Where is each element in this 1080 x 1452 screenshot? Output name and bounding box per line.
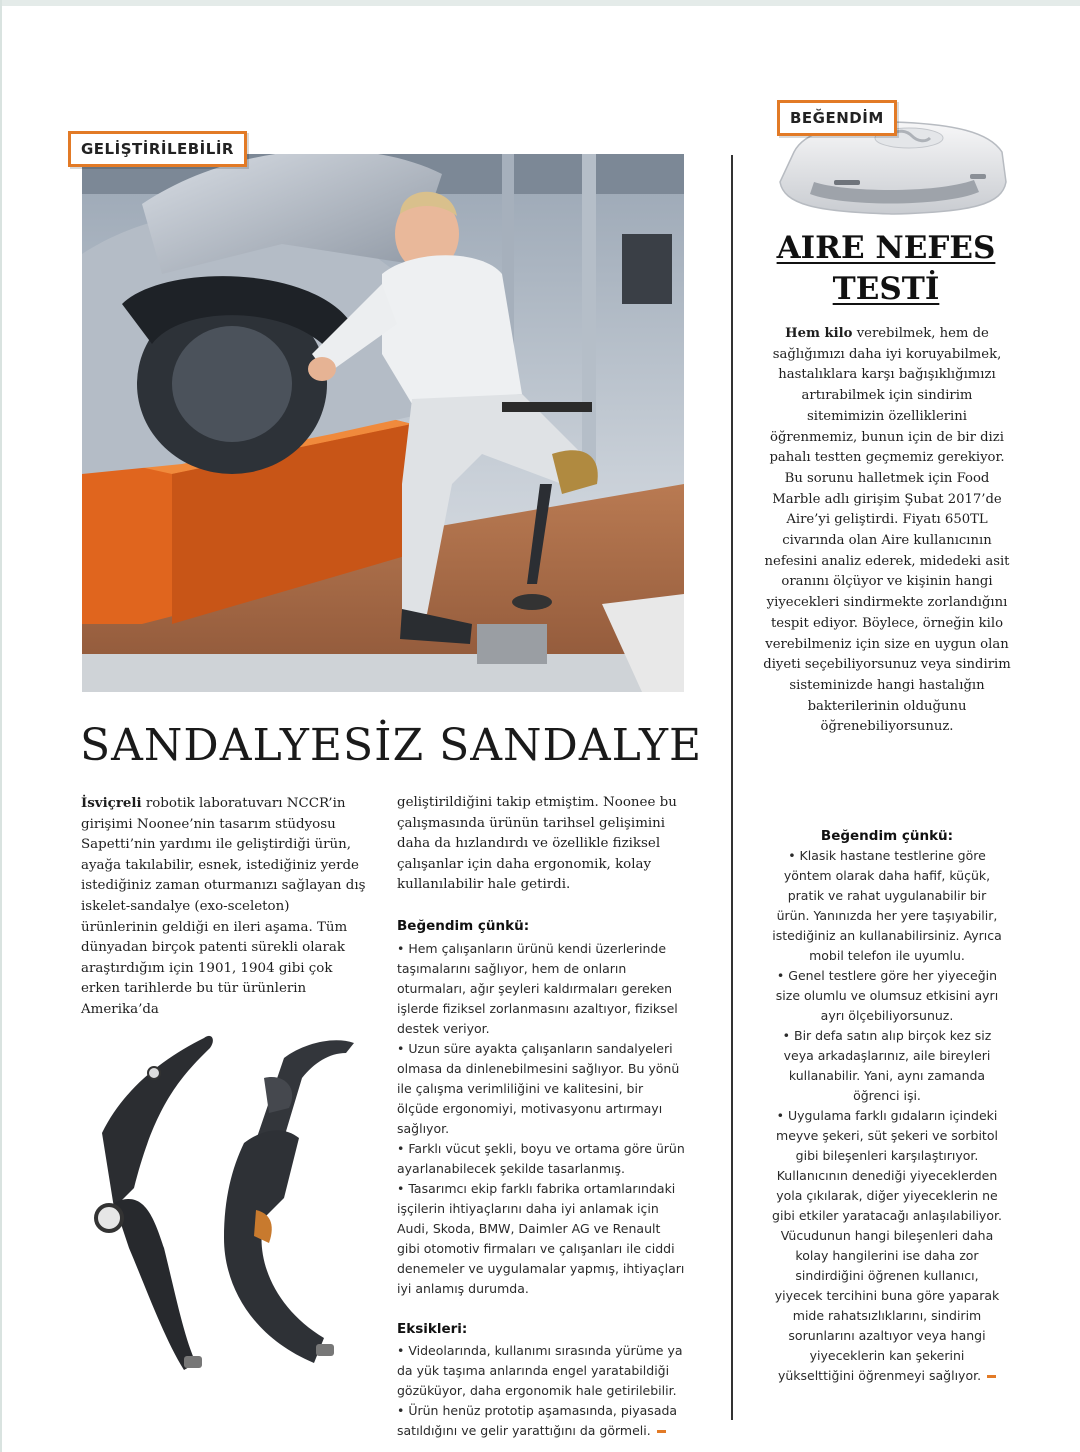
cons-heading: Eksikleri: bbox=[397, 1320, 468, 1337]
cons-item: • Videolarında, kullanımı sırasında yürüme ya da yük taşıma anlarında engel yaratabildiği gözüküyor, daha ergonomik hale getirilebilir. bbox=[397, 1343, 683, 1399]
cons-list bbox=[397, 1341, 687, 1441]
pros-item: • Farklı vücut şekli, boyu ve ortama göre ürün ayarlanabilecek şekilde tasarlanmış. bbox=[397, 1140, 685, 1176]
pros-item: • Uzun süre ayakta çalışanların sandalyeleri olmasa da dinlenebilmesini sağlıyor. Bu yönü ile çalışma verimliliğini ve kalitesini, bir ölçüde ergonomiyi, motivasyonu artırmayı sağlıyor. bbox=[397, 1040, 680, 1136]
why-list bbox=[770, 846, 1004, 1386]
review-text: verebilmek, hem de sağlığımızı daha iyi koruyabilmek, hastalıklara karşı bağışıklığımızı artırabilmek için sindirim sitemimizin özelliklerini öğrenmemiz, bunun için de bir dizi pahalı testten geçmemiz gerekiyor. Bu sorunu halletmek için Food Marble adlı girişim Şubat 2017’de Aire’yi geliştirdi. Fiyatı 650TL civarında olan Aire kullanıcının nefesini analiz ederek, midedeki asit oranını ölçüyor ve kişinin hangi yiyecekleri sindirmekte zorlandığını tespit ediyor. Böylece, örneğin kilo verebilmeniz için size en uygun olan diyeti seçebiliyorsunuz veya sindirim sisteminizde hangi hastalığın bakterilerinin olduğunu öğrenebiliyorsunuz. bbox=[763, 326, 1011, 735]
review-why-section bbox=[770, 828, 1004, 1386]
article-headline: SANDALYESİZ SANDALYE bbox=[80, 720, 703, 771]
article-tag-badge: GELİŞTİRİLEBİLİR bbox=[68, 131, 247, 167]
article-column-2 bbox=[397, 793, 687, 1441]
review-bold-lead: Hem kilo bbox=[785, 326, 853, 341]
article-intro bbox=[81, 793, 369, 1021]
why-item: • Uygulama farklı gıdaların içindeki meyve şekeri, süt şekeri ve sorbitol gibi bileşenleri karşılaştırıyor. Kullanıcının denediği yiyeceklerden yola çıkılarak, diğer yiyeceklerin ne gibi etkiler yaratacağı anlaşılabiliyor. Vücudunun hangi bileşenleri daha kolay hangilerini ise daha zor sindirdiğini öğrenen kullanıcı, yiyecek tercihini buna göre yaparak mide rahatsızlıklarını, sindirim sorunlarını azaltıyor veya hangi yiyeceklerin kan şekerini yükselttiğini öğrenmeyi sağlıyor. bbox=[772, 1108, 1002, 1383]
factory-worker-photo bbox=[82, 154, 684, 692]
left-border bbox=[0, 0, 2, 1452]
why-item: • Bir defa satın alıp birçok kez siz veya arkadaşlarınız, aile bireyleri kullanabilir. Yani, aynı zamanda öğrenci işi. bbox=[782, 1028, 992, 1103]
review-body bbox=[762, 324, 1012, 738]
orange-dash-icon bbox=[657, 1430, 666, 1433]
article-continued-text: geliştirildiğini takip etmiştim. Noonee bu çalışmasında ürünün tarihsel gelişimini daha da hızlandırdı ve özellikle fiziksel çalışanlar için daha ergonomik, kolay kullanılabilir hale getirdi. bbox=[397, 795, 677, 893]
column-divider bbox=[731, 155, 733, 1420]
exoskeleton-product-photo bbox=[84, 1018, 384, 1388]
why-item: • Genel testlere göre her yiyeceğin size olumlu ve olumsuz etkisini ayrı ayrı ölçebiliyorsunuz. bbox=[775, 968, 999, 1023]
review-title: AIRE NEFES TESTİ bbox=[776, 230, 996, 307]
cons-item: • Ürün henüz prototip aşamasında, piyasada satıldığını ve gelir yarattığını da görmeli. bbox=[397, 1403, 678, 1439]
why-item: • Klasik hastane testlerine göre yöntem olarak daha hafif, küçük, pratik ve rahat uygulanabilir bir ürün. Yanınızda her yere taşıyabilir, istediğiniz an kullanabilirsiniz. Ayrıca mobil telefon ile uyumlu. bbox=[772, 848, 1002, 963]
pros-heading: Beğendim çünkü: bbox=[397, 917, 530, 934]
top-border bbox=[0, 0, 1080, 6]
pros-item: • Tasarımcı ekip farklı fabrika ortamlarındaki işçilerin ihtiyaçlarını daha iyi anlamak için Audi, Skoda, BMW, Daimler AG ve Renault gibi otomotiv firmaları ve çalışanları ile ciddi denemeler ve uygulamalar yapmış, ihtiyaçları iyi anlamış durumda. bbox=[397, 1180, 685, 1296]
orange-dash-icon bbox=[987, 1375, 996, 1378]
review-tag-badge: BEĞENDİM bbox=[777, 100, 897, 136]
intro-text: robotik laboratuvarı NCCR’in girişimi Noonee’nin tasarım stüdyosu Sapetti’nin yardımı ile geliştirdiği ürün, ayağa takılabilir, esnek, istediğiniz yerde istediğiniz zaman oturmanızı sağlayan dış iskelet-sandalye (exo-sceleton) ürünlerinin geldiği en ileri aşama. Tüm dünyadan birçok patenti sürekli olarak araştırdığım için 1901, 1904 gibi çok erken tarihlerde bu tür ürünlerin Amerika’da bbox=[81, 796, 366, 1017]
intro-bold-lead: İsviçreli bbox=[81, 795, 142, 811]
pros-item: • Hem çalışanların ürünü kendi üzerlerinde taşımalarını sağlıyor, hem de onların oturmaları, ağır şeyleri kaldırmaları gereken işlerde fiziksel zorlanmasını azaltıyor, fiziksel destek veriyor. bbox=[397, 940, 678, 1036]
why-heading: Beğendim çünkü: bbox=[820, 828, 954, 844]
pros-list bbox=[397, 939, 687, 1299]
